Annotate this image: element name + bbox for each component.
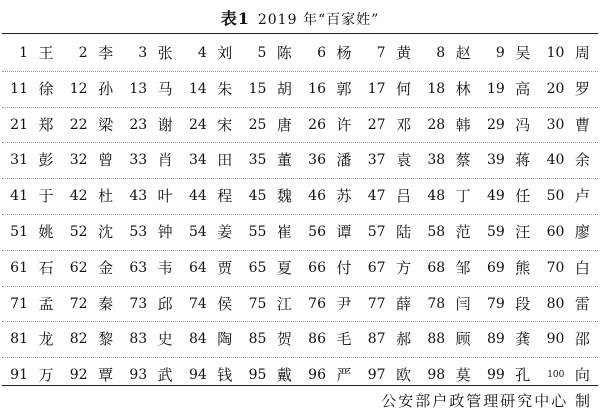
surname: 罗 <box>574 79 590 98</box>
surname: 孟 <box>38 294 54 313</box>
surname: 沈 <box>98 222 114 241</box>
surname: 丁 <box>455 187 471 206</box>
rank-number: 86 <box>308 331 326 348</box>
surname: 张 <box>157 44 173 62</box>
surname: 陈 <box>276 44 292 62</box>
rank-number: 73 <box>129 295 148 312</box>
rank-number: 62 <box>69 259 88 276</box>
rank-number: 24 <box>188 116 207 133</box>
rank-number: 50 <box>546 188 565 205</box>
surname: 邹 <box>455 258 471 277</box>
rank-number: 12 <box>69 80 88 97</box>
rank-number: 28 <box>427 116 446 133</box>
rank-number: 39 <box>486 152 505 169</box>
surname: 朱 <box>217 79 233 98</box>
rank-number: 72 <box>69 295 88 312</box>
surname: 赵 <box>455 44 471 62</box>
rank-number: 37 <box>367 152 386 169</box>
rank-number: 17 <box>367 80 386 97</box>
surname: 梁 <box>98 115 114 134</box>
surname: 曹 <box>574 115 590 134</box>
surname: 姜 <box>217 222 233 241</box>
surname: 吴 <box>515 44 531 62</box>
rank-number: 13 <box>129 80 148 97</box>
surname: 苏 <box>336 187 352 206</box>
rank-number: 18 <box>427 80 446 97</box>
rank-number: 42 <box>69 188 88 205</box>
surname: 夏 <box>276 258 292 277</box>
surname: 刘 <box>217 44 233 62</box>
surname: 付 <box>336 258 352 277</box>
surname: 郑 <box>38 115 54 134</box>
rank-number: 56 <box>308 223 326 240</box>
rank-number: 93 <box>129 367 148 384</box>
rank-number: 5 <box>257 45 267 61</box>
rank-number: 11 <box>10 80 28 97</box>
surname: 石 <box>38 258 54 277</box>
rank-number: 41 <box>10 188 28 205</box>
rank-number: 30 <box>546 116 565 133</box>
surname: 唐 <box>276 115 292 134</box>
rank-number: 27 <box>367 116 386 133</box>
rank-number: 36 <box>308 152 326 169</box>
rank-number: 4 <box>197 45 207 61</box>
rank-number: 16 <box>308 80 326 97</box>
rank-number: 61 <box>10 259 28 276</box>
rank-number: 25 <box>248 116 267 133</box>
rank-number: 69 <box>486 259 505 276</box>
surname: 贺 <box>276 330 292 349</box>
rank-number: 53 <box>129 223 148 240</box>
surname: 吕 <box>396 187 412 206</box>
rank-number: 29 <box>486 116 505 133</box>
rank-number: 55 <box>248 223 267 240</box>
rank-number: 44 <box>188 188 207 205</box>
rank-number: 58 <box>427 223 446 240</box>
rank-number: 85 <box>248 331 267 348</box>
rank-number: 34 <box>188 152 207 169</box>
surname: 李 <box>98 44 114 62</box>
rank-number: 95 <box>248 367 267 384</box>
surname: 于 <box>38 187 54 206</box>
surname: 蒋 <box>515 151 531 170</box>
surname: 宋 <box>217 115 233 134</box>
table-row <box>2 36 598 72</box>
surname: 欧 <box>396 366 412 385</box>
rank-number: 26 <box>308 116 326 133</box>
surname: 高 <box>515 79 531 98</box>
rank-number: 67 <box>367 259 386 276</box>
surname: 廖 <box>574 222 590 241</box>
rank-number: 40 <box>546 152 565 169</box>
surname: 严 <box>336 366 352 385</box>
surname: 周 <box>574 44 590 62</box>
rank-number: 76 <box>308 295 326 312</box>
surname: 叶 <box>157 187 173 206</box>
rank-number: 19 <box>486 80 505 97</box>
surname: 魏 <box>276 187 292 206</box>
surname: 杜 <box>98 187 114 206</box>
surname: 白 <box>574 258 590 277</box>
surname: 汪 <box>515 222 531 241</box>
table-label: 表1 <box>220 9 250 28</box>
rank-number: 75 <box>248 295 267 312</box>
surname: 肖 <box>157 151 173 170</box>
surname: 袁 <box>396 151 412 170</box>
surname: 史 <box>157 330 173 349</box>
rank-number: 64 <box>188 259 207 276</box>
surname: 贾 <box>217 258 233 277</box>
surname: 卢 <box>574 187 590 206</box>
surname: 钟 <box>157 222 173 241</box>
rank-number: 20 <box>546 80 565 97</box>
rank-number: 90 <box>546 331 565 348</box>
rank-number: 2 <box>78 45 88 61</box>
surname: 侯 <box>217 294 233 313</box>
surname: 冯 <box>515 115 531 134</box>
rank-number: 10 <box>546 45 565 61</box>
rank-number: 60 <box>546 223 565 240</box>
rank-number: 98 <box>427 367 446 384</box>
rank-number: 91 <box>10 367 28 384</box>
surname: 陆 <box>396 222 412 241</box>
rank-number: 52 <box>69 223 88 240</box>
surname: 程 <box>217 187 233 206</box>
rank-number: 32 <box>69 152 88 169</box>
rank-number: 8 <box>436 45 446 61</box>
surname: 黄 <box>396 44 412 62</box>
rank-number: 7 <box>376 45 386 61</box>
rank-number: 23 <box>129 116 148 133</box>
rank-number: 59 <box>486 223 505 240</box>
surname: 任 <box>515 187 531 206</box>
rank-number: 33 <box>129 152 148 169</box>
rank-number: 79 <box>486 295 505 312</box>
rank-number: 92 <box>69 367 88 384</box>
rank-number: 83 <box>129 331 148 348</box>
surname: 尹 <box>336 294 352 313</box>
rank-number: 65 <box>248 259 267 276</box>
surname: 雷 <box>574 294 590 313</box>
rank-number: 51 <box>10 223 28 240</box>
table-row <box>2 358 598 393</box>
rank-number: 46 <box>308 188 326 205</box>
rank-number: 96 <box>308 367 326 384</box>
rank-number: 43 <box>129 188 148 205</box>
rank-number: 22 <box>69 116 88 133</box>
table-title <box>0 6 600 29</box>
rank-number: 99 <box>486 367 505 384</box>
surname-table <box>2 36 598 393</box>
footer-credit: 公安部户政管理研究中心 制 <box>381 392 592 410</box>
rank-number: 89 <box>486 331 505 348</box>
rank-number: 74 <box>188 295 207 312</box>
surname: 邱 <box>157 294 173 313</box>
bottom-rule <box>2 385 598 386</box>
surname: 徐 <box>38 79 54 98</box>
rank-number: 77 <box>367 295 386 312</box>
surname: 戴 <box>276 366 292 385</box>
table-row <box>2 322 598 358</box>
rank-number: 57 <box>367 223 386 240</box>
surname: 王 <box>38 44 54 62</box>
table-row <box>2 143 598 179</box>
surname: 崔 <box>276 222 292 241</box>
surname: 薛 <box>396 294 412 313</box>
surname: 胡 <box>276 79 292 98</box>
table-row <box>2 251 598 287</box>
rank-number: 97 <box>367 367 386 384</box>
rank-number: 38 <box>427 152 446 169</box>
rank-number: 63 <box>129 259 148 276</box>
surname: 邓 <box>396 115 412 134</box>
rank-number: 88 <box>427 331 446 348</box>
rank-number: 78 <box>427 295 446 312</box>
rank-number: 3 <box>138 45 148 61</box>
surname: 姚 <box>38 222 54 241</box>
rank-number: 6 <box>317 45 326 61</box>
rank-number: 68 <box>427 259 446 276</box>
surname: 郭 <box>336 79 352 98</box>
surname: 江 <box>276 294 292 313</box>
rank-number: 82 <box>69 331 88 348</box>
surname: 陶 <box>217 330 233 349</box>
surname: 闫 <box>455 294 471 313</box>
rank-number: 14 <box>188 80 207 97</box>
surname: 邵 <box>574 330 590 349</box>
surname: 覃 <box>98 366 114 385</box>
surname: 何 <box>396 79 412 98</box>
surname: 彭 <box>38 151 54 170</box>
rank-number: 9 <box>495 45 505 61</box>
rank-number: 94 <box>188 367 207 384</box>
table-row <box>2 287 598 323</box>
rank-number: 66 <box>308 259 326 276</box>
surname: 谢 <box>157 115 173 134</box>
surname: 黎 <box>98 330 114 349</box>
table-row <box>2 72 598 108</box>
surname: 秦 <box>98 294 114 313</box>
surname: 余 <box>574 151 590 170</box>
rank-number: 15 <box>248 80 267 97</box>
surname: 向 <box>574 366 590 385</box>
surname: 许 <box>336 115 352 134</box>
rank-number: 100 <box>547 370 565 381</box>
rank-number: 87 <box>367 331 386 348</box>
rank-number: 21 <box>10 116 28 133</box>
rank-number: 35 <box>248 152 267 169</box>
surname: 韩 <box>455 115 471 134</box>
top-rule <box>2 33 598 34</box>
rank-number: 45 <box>248 188 267 205</box>
table-row <box>2 179 598 215</box>
surname: 韦 <box>157 258 173 277</box>
rank-number: 81 <box>10 331 28 348</box>
rank-number: 49 <box>486 188 505 205</box>
table-title-text: 2019 年“百家姓” <box>257 12 380 28</box>
surname: 曾 <box>98 151 114 170</box>
rank-number: 48 <box>427 188 446 205</box>
surname: 范 <box>455 222 471 241</box>
surname: 顾 <box>455 330 471 349</box>
surname: 段 <box>515 294 531 313</box>
surname: 方 <box>396 258 412 277</box>
rank-number: 70 <box>546 259 565 276</box>
surname: 潘 <box>336 151 352 170</box>
surname: 熊 <box>515 258 531 277</box>
surname: 郝 <box>396 330 412 349</box>
table-row <box>2 215 598 251</box>
surname: 武 <box>157 366 173 385</box>
surname: 杨 <box>336 44 352 62</box>
surname: 林 <box>455 79 471 98</box>
surname: 马 <box>157 79 173 98</box>
surname: 谭 <box>336 222 352 241</box>
surname: 田 <box>217 151 233 170</box>
surname: 孔 <box>515 366 531 385</box>
rank-number: 31 <box>10 152 28 169</box>
rank-number: 80 <box>546 295 565 312</box>
surname: 毛 <box>336 330 352 349</box>
surname: 龙 <box>38 330 54 349</box>
rank-number: 84 <box>188 331 207 348</box>
surname: 蔡 <box>455 151 471 170</box>
surname: 龚 <box>515 330 531 349</box>
surname: 金 <box>98 258 114 277</box>
rank-number: 47 <box>367 188 386 205</box>
rank-number: 1 <box>19 45 28 61</box>
surname: 钱 <box>217 366 233 385</box>
rank-number: 71 <box>10 295 28 312</box>
table-row <box>2 108 598 144</box>
surname: 孙 <box>98 79 114 98</box>
surname: 董 <box>276 151 292 170</box>
surname: 万 <box>38 366 54 385</box>
surname: 莫 <box>455 366 471 385</box>
rank-number: 54 <box>188 223 207 240</box>
